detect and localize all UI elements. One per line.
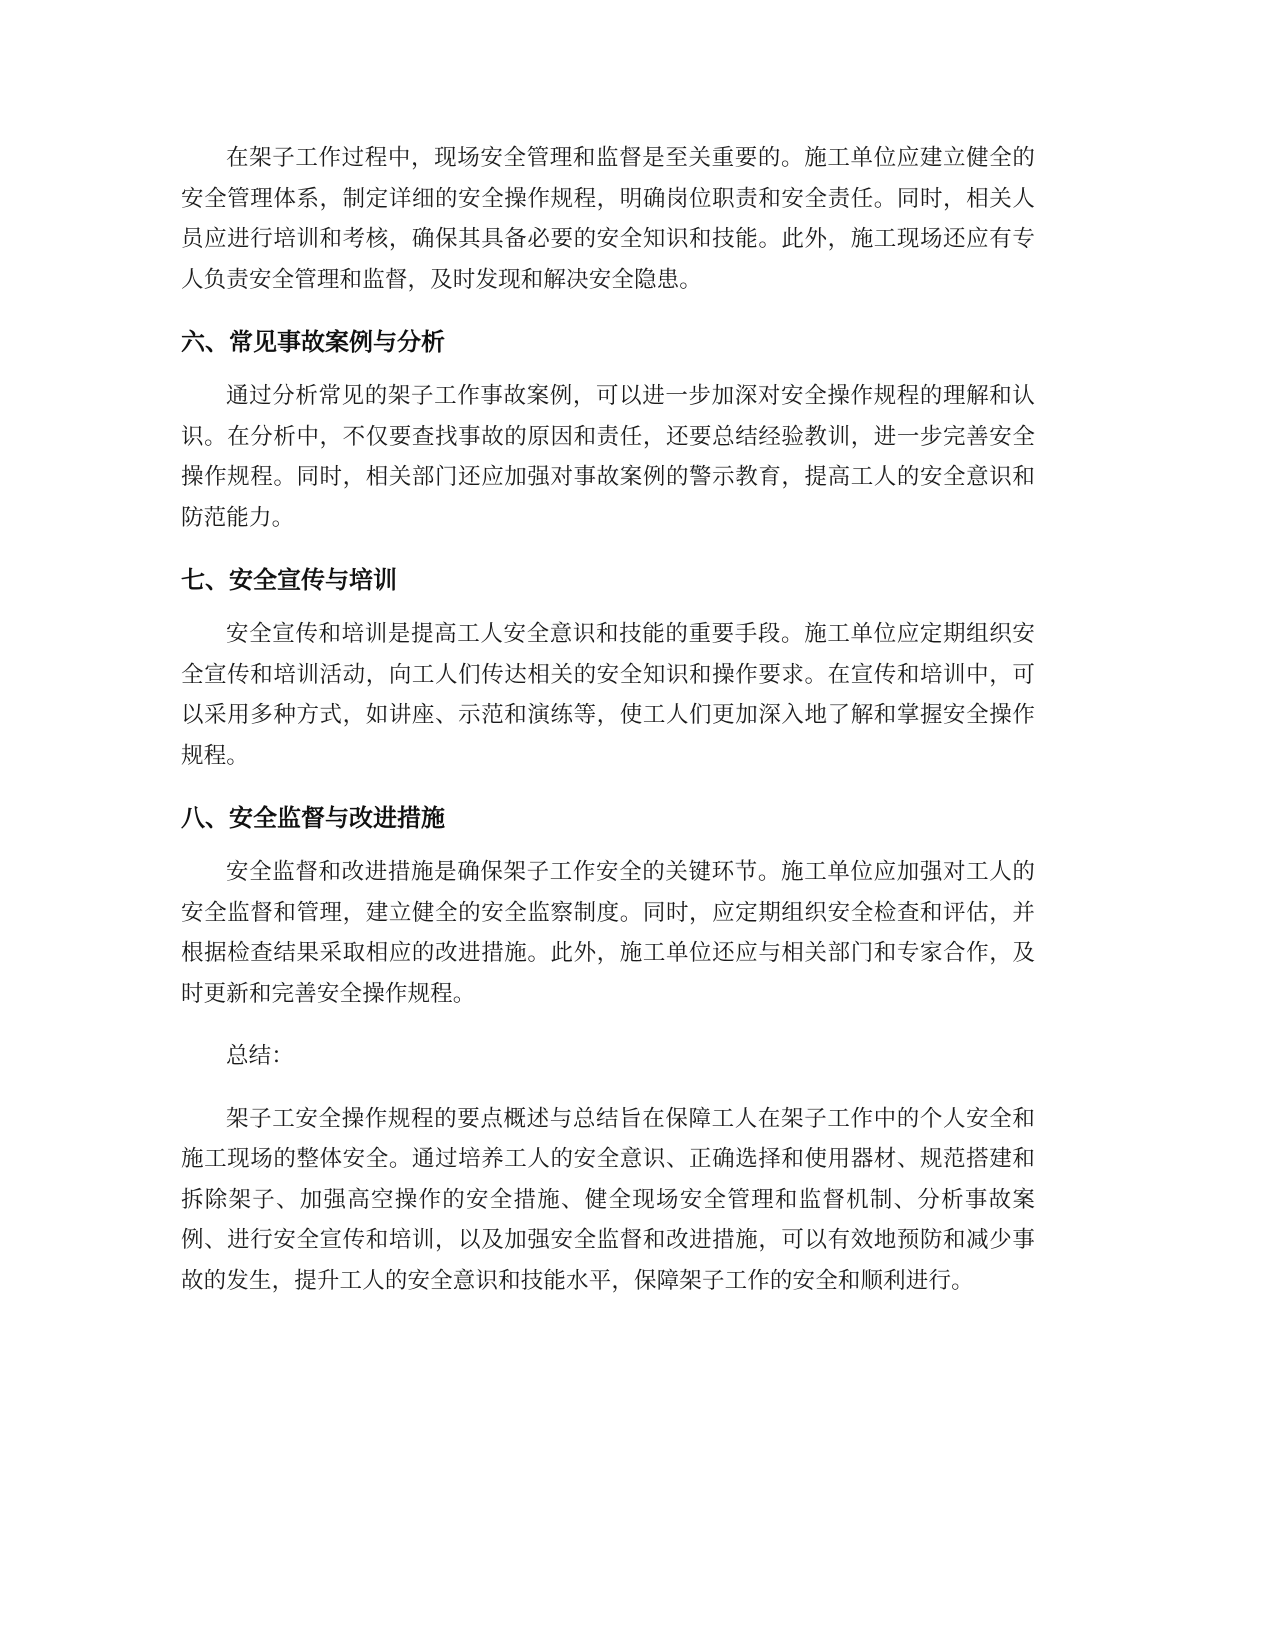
section-body-6: 通过分析常见的架子工作事故案例，可以进一步加深对安全操作规程的理解和认识。在分析中，不仅要查找事故的原因和责任，还要总结经验教训，进一步完善安全操作规程。同时，相关部门还应加强对事故案例的警示教育，提高工人的安全意识和防范能力。 (181, 383, 1035, 531)
section-heading-7: 七、安全宣传与培训 (181, 566, 397, 594)
section-body-7: 安全宣传和培训是提高工人安全意识和技能的重要手段。施工单位应定期组织安全宣传和培训活动，向工人们传达相关的安全知识和操作要求。在宣传和培训中，可以采用多种方式，如讲座、示范和演练等，使工人们更加深入地了解和掌握安全操作规程。 (181, 621, 1035, 769)
section-body-8: 安全监督和改进措施是确保架子工作安全的关键环节。施工单位应加强对工人的安全监督和管理，建立健全的安全监察制度。同时，应定期组织安全检查和评估，并根据检查结果采取相应的改进措施。此外，施工单位还应与相关部门和专家合作，及时更新和完善安全操作规程。 (181, 859, 1035, 1007)
document-page (181, 138, 1035, 1301)
summary-paragraph: 架子工安全操作规程的要点概述与总结旨在保障工人在架子工作中的个人安全和施工现场的整体安全。通过培养工人的安全意识、正确选择和使用器材、规范搭建和拆除架子、加强高空操作的安全措施、健全现场安全管理和监督机制、分析事故案例、进行安全宣传和培训，以及加强安全监督和改进措施，可以有效地预防和减少事故的发生，提升工人的安全意识和技能水平，保障架子工作的安全和顺利进行。 (181, 1105, 1035, 1294)
section-heading-8: 八、安全监督与改进措施 (181, 804, 445, 832)
intro-paragraph: 在架子工作过程中，现场安全管理和监督是至关重要的。施工单位应建立健全的安全管理体系，制定详细的安全操作规程，明确岗位职责和安全责任。同时，相关人员应进行培训和考核，确保其具备必要的安全知识和技能。此外，施工现场还应有专人负责安全管理和监督，及时发现和解决安全隐患。 (181, 145, 1035, 293)
section-heading-6: 六、常见事故案例与分析 (181, 328, 445, 356)
summary-label: 总结： (226, 1043, 294, 1069)
